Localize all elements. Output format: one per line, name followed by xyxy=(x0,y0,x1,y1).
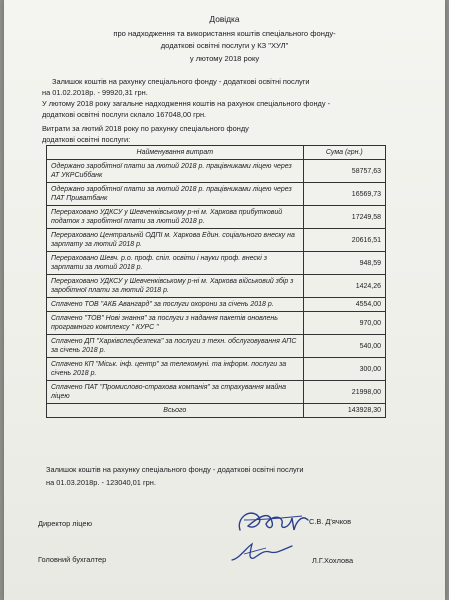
document-sheet xyxy=(4,0,445,600)
row-description: Сплачено КП "Міськ. інф. центр" за телекомуні. та інформ. послуги за січень 2018 р. xyxy=(47,358,304,381)
closing-balance-line-2: на 01.03.2018р. - 123040,01 грн. xyxy=(46,478,156,487)
document-title: Довідка xyxy=(209,14,240,24)
row-amount: 948,59 xyxy=(303,252,385,275)
column-header-name: Найменування витрат xyxy=(47,146,304,160)
row-description: Сплачено ПАТ "Промислово-страхова компанія" за страхування майна ліцею xyxy=(47,381,304,404)
opening-balance-line-1: Залишок коштів на рахунку спеціального фонду - додаткові освітні послуги xyxy=(52,77,310,86)
income-line-2: додаткові освітні послуги склало 167048,00 грн. xyxy=(42,110,207,119)
row-description: Перераховано УДКСУ у Шевченківському р-ні м. Харкова прибутковий податок з заробітної плати за лютий 2018 р. xyxy=(47,206,304,229)
title-line-2: про надходження та використання коштів спеціального фонду- xyxy=(113,29,336,38)
table-row xyxy=(47,381,386,404)
director-title: Директор ліцею xyxy=(38,519,93,528)
table-row xyxy=(47,298,386,312)
closing-balance-line-1: Залишок коштів на рахунку спеціального фонду - додаткові освітні послуги xyxy=(46,465,304,474)
table-row xyxy=(47,358,386,381)
table-row xyxy=(47,312,386,335)
row-description: Перераховано Шевч. р.о. проф. спіл. освіти і науки проф. внескі з зарплати за лютий 2018 р. xyxy=(47,252,304,275)
table-row xyxy=(47,252,386,275)
director-name: С.В. Д'ячков xyxy=(309,517,352,526)
row-description: Сплачено ДП "Харківспецбезпека" за послуги з техн. обслуговування АПС за січень 2018 р. xyxy=(47,335,304,358)
accountant-title: Головний бухгалтер xyxy=(38,555,107,564)
expenses-line-2: додаткові освітні послуги: xyxy=(42,135,131,144)
total-label: Всього xyxy=(47,404,304,418)
table-row xyxy=(47,183,386,206)
row-amount: 300,00 xyxy=(303,358,385,381)
expenses-table xyxy=(46,145,386,418)
table-row xyxy=(47,160,386,183)
row-amount: 17249,58 xyxy=(303,206,385,229)
accountant-signature xyxy=(226,536,296,566)
row-description: Одержано заробітної плати за лютий 2018 р. працівниками ліцею через ПАТ Приватбанк xyxy=(47,183,304,206)
row-amount: 21998,00 xyxy=(303,381,385,404)
table-row xyxy=(47,275,386,298)
table-row xyxy=(47,335,386,358)
row-amount: 20616,51 xyxy=(303,229,385,252)
income-line-1: У лютому 2018 року загальне надходження коштів на рахунок спеціального фонду - xyxy=(42,99,331,108)
table-row xyxy=(47,229,386,252)
row-description: Сплачено ТОВ "АКБ Авангард" за послуги охорони за січень 2018 р. xyxy=(47,298,304,312)
total-value: 143928,30 xyxy=(303,404,385,418)
table-row xyxy=(47,206,386,229)
row-amount: 58757,63 xyxy=(303,160,385,183)
opening-balance-line-2: на 01.02.2018р. - 99920,31 грн. xyxy=(42,88,148,97)
row-amount: 540,00 xyxy=(303,335,385,358)
column-header-sum: Сума (грн.) xyxy=(303,146,385,160)
row-amount: 16569,73 xyxy=(303,183,385,206)
row-amount: 1424,26 xyxy=(303,275,385,298)
accountant-name: Л.Г.Хохлова xyxy=(312,556,354,565)
title-line-3: додаткові освітні послуги у КЗ "ХУЛ" xyxy=(160,41,289,50)
expenses-line-1: Витрати за лютий 2018 року по рахунку спеціального фонду xyxy=(42,124,249,133)
table-total-row xyxy=(47,404,386,418)
row-description: Перераховано УДКСУ у Шевченківському р-ні м. Харкова військовий збір з заробітної плати за лютий 2018 р. xyxy=(47,275,304,298)
row-amount: 970,00 xyxy=(303,312,385,335)
title-line-4: у лютому 2018 року xyxy=(189,54,260,63)
table-header-row xyxy=(47,146,386,160)
row-description: Одержано заробітної плати за лютий 2018 р. працівниками ліцею через АТ УКРСиббанк xyxy=(47,160,304,183)
row-description: Сплачено "ТОВ" Нові знання" за послуги з надання пакетів оновлень програмного комплексу " КУРС " xyxy=(47,312,304,335)
row-description: Перераховано Центральній ОДПІ м. Харкова Един. соціального внеску на зарплату за лютий 2018 р. xyxy=(47,229,304,252)
row-amount: 4554,00 xyxy=(303,298,385,312)
